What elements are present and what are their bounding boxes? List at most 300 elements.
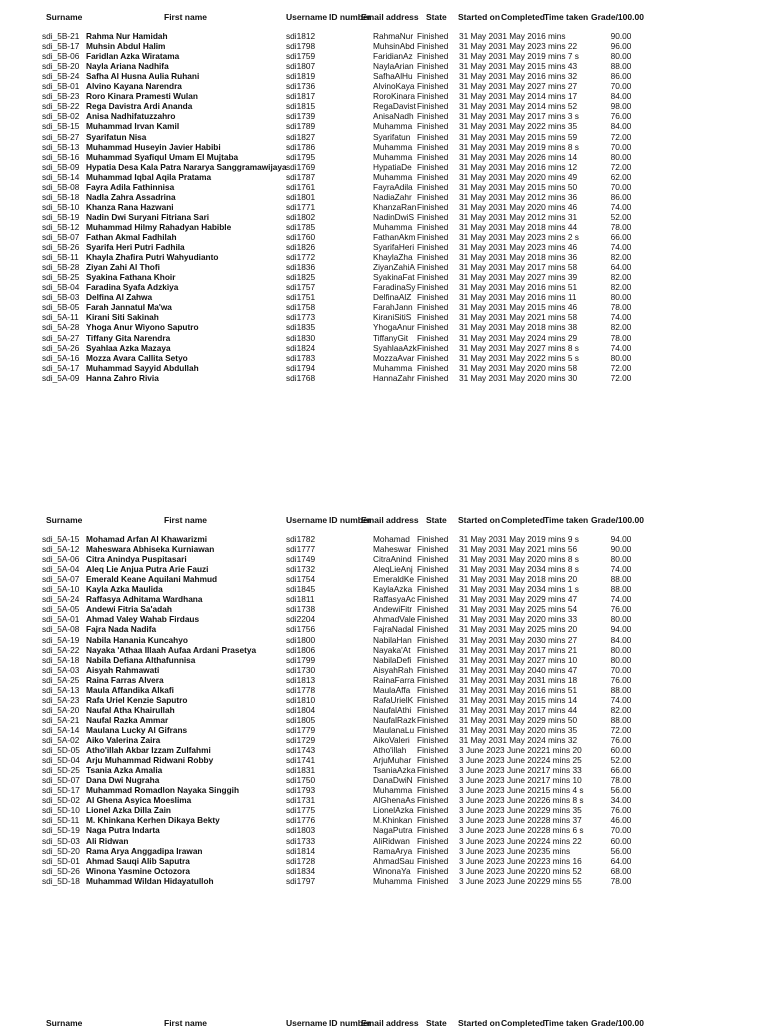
email-cell: SyahlaaAzk — [373, 342, 417, 353]
grade-cell: 70.00 — [610, 825, 632, 836]
state-cell: Finished — [417, 584, 449, 595]
state-cell: Finished — [417, 564, 449, 575]
state-cell: Finished — [417, 342, 449, 353]
grade-cell: 94.00 — [610, 624, 632, 635]
first-name-cell: Emerald Keane Aquilani Mahmud — [86, 574, 218, 585]
surname-cell: sdi_5D-26 — [42, 865, 80, 876]
grade-cell: 84.00 — [610, 121, 632, 132]
surname-cell: sdi_5B-08 — [42, 181, 80, 192]
table-row — [0, 795, 768, 805]
surname-cell: sdi_5A-05 — [42, 604, 80, 615]
header-completed: Completed — [501, 12, 545, 22]
table-row — [0, 121, 768, 131]
email-cell: FaradinaSy — [373, 282, 416, 293]
email-cell: NadiaZahr — [373, 191, 412, 202]
started-on-cell: 31 May 2031 May 2029 mins 47 — [459, 594, 578, 605]
email-cell: RoroKinara — [373, 91, 415, 102]
started-on-cell: 3 June 2023 June 20228 mins 37 — [459, 815, 582, 826]
table-row — [0, 373, 768, 383]
table-row — [0, 31, 768, 41]
grade-cell: 94.00 — [610, 534, 632, 544]
started-on-cell: 31 May 2031 May 2030 mins 27 — [459, 634, 578, 645]
table-row — [0, 152, 768, 162]
started-on-cell: 31 May 2031 May 2021 mins 58 — [459, 312, 578, 323]
table-row — [0, 675, 768, 685]
surname-cell: sdi_5A-28 — [42, 322, 80, 333]
state-cell: Finished — [417, 141, 449, 152]
started-on-cell: 3 June 2023 June 20229 mins 55 — [459, 875, 582, 886]
surname-cell: sdi_5B-12 — [42, 221, 80, 232]
grade-cell: 72.00 — [610, 372, 632, 383]
state-cell: Finished — [417, 765, 449, 776]
started-on-cell: 31 May 2031 May 2024 mins 32 — [459, 735, 578, 745]
started-on-cell: 31 May 2031 May 2019 mins 8 s — [459, 141, 579, 152]
state-cell: Finished — [417, 664, 449, 675]
surname-cell: sdi_5A-03 — [42, 664, 80, 675]
started-on-cell: 31 May 2031 May 2018 mins 20 — [459, 574, 578, 585]
surname-cell: sdi_5B-16 — [42, 151, 80, 162]
email-cell: RahmaNur — [373, 31, 414, 41]
started-on-cell: 31 May 2031 May 2019 mins 7 s — [459, 51, 579, 62]
surname-cell: sdi_5B-22 — [42, 101, 80, 112]
header-username: Username — [286, 1018, 328, 1028]
first-name-cell: Faridlan Azka Wiratama — [86, 51, 180, 62]
grade-cell: 72.00 — [610, 161, 632, 172]
surname-cell: sdi_5D-18 — [42, 875, 80, 886]
surname-cell: sdi_5A-18 — [42, 654, 80, 665]
username-cell: sdi1799 — [286, 654, 316, 665]
username-cell: sdi1794 — [286, 362, 316, 373]
grade-cell: 34.00 — [610, 795, 632, 806]
first-name-cell: Winona Yasmine Octozora — [86, 865, 190, 876]
username-cell: sdi1798 — [286, 41, 316, 52]
table-row — [0, 61, 768, 71]
email-cell: Muhamma — [373, 151, 413, 162]
table-row — [0, 665, 768, 675]
state-cell: Finished — [417, 312, 449, 323]
username-cell: sdi1793 — [286, 785, 316, 796]
first-name-cell: Ahmad Valey Wahab Firdaus — [86, 614, 200, 625]
username-cell: sdi1738 — [286, 604, 316, 615]
surname-cell: sdi_5A-19 — [42, 634, 80, 645]
first-name-cell: Arju Muhammad Ridwani Robby — [86, 755, 214, 766]
username-cell: sdi1789 — [286, 121, 316, 132]
table-row — [0, 272, 768, 282]
surname-cell: sdi_5B-03 — [42, 292, 80, 303]
surname-cell: sdi_5A-24 — [42, 594, 80, 605]
email-cell: NadinDwiS — [373, 211, 415, 222]
email-cell: Muhamma — [373, 221, 413, 232]
email-cell: CitraAnind — [373, 554, 412, 565]
header-first-name: First name — [164, 515, 207, 525]
started-on-cell: 31 May 2031 May 2023 mins 22 — [459, 41, 578, 52]
email-cell: AlGhenaAs — [373, 795, 415, 806]
started-on-cell: 31 May 2031 May 2020 mins 49 — [459, 171, 578, 182]
grade-cell: 76.00 — [610, 604, 632, 615]
username-cell: sdi1804 — [286, 704, 316, 715]
started-on-cell: 31 May 2031 May 2023 mins 46 — [459, 242, 578, 253]
table-row — [0, 353, 768, 363]
username-cell: sdi1769 — [286, 161, 316, 172]
grade-cell: 74.00 — [610, 594, 632, 605]
table-row — [0, 635, 768, 645]
username-cell: sdi1757 — [286, 282, 316, 293]
email-cell: Maheswar — [373, 544, 412, 555]
started-on-cell: 31 May 2031 May 2015 mins 46 — [459, 302, 578, 313]
started-on-cell: 31 May 2031 May 2018 mins 38 — [459, 322, 578, 333]
header-surname: Surname — [46, 1018, 83, 1028]
grade-cell: 78.00 — [610, 302, 632, 313]
first-name-cell: Faradina Syafa Adzkiya — [86, 282, 179, 293]
first-name-cell: Dana Dwi Nugraha — [86, 775, 160, 786]
state-cell: Finished — [417, 825, 449, 836]
state-cell: Finished — [417, 221, 449, 232]
table-header — [0, 12, 768, 26]
username-cell: sdi1797 — [286, 875, 316, 886]
surname-cell: sdi_5A-07 — [42, 574, 80, 585]
surname-cell: sdi_5D-11 — [42, 815, 80, 826]
grade-cell: 88.00 — [610, 714, 632, 725]
email-cell: FathanAkm — [373, 232, 416, 242]
header-state: State — [426, 1018, 447, 1028]
grade-cell: 78.00 — [610, 221, 632, 232]
email-cell: HannaZahr — [373, 372, 415, 383]
started-on-cell: 3 June 2023 June 20223 mins 16 — [459, 855, 582, 866]
surname-cell: sdi_5D-02 — [42, 795, 80, 806]
email-cell: Atho'illah — [373, 745, 407, 756]
username-cell: sdi1787 — [286, 171, 316, 182]
surname-cell: sdi_5A-09 — [42, 372, 80, 383]
grade-cell: 90.00 — [610, 544, 632, 555]
state-cell: Finished — [417, 332, 449, 343]
header-started-on: Started on — [458, 515, 501, 525]
first-name-cell: Mozza Avara Callita Setyo — [86, 352, 188, 363]
email-cell: RainaFarra — [373, 674, 415, 685]
table-row — [0, 695, 768, 705]
grade-cell: 82.00 — [610, 282, 632, 293]
grade-cell: 66.00 — [610, 765, 632, 776]
started-on-cell: 31 May 2031 May 2025 mins 54 — [459, 604, 578, 615]
surname-cell: sdi_5A-04 — [42, 564, 80, 575]
email-cell: AikoValeri — [373, 735, 410, 745]
username-cell: sdi1805 — [286, 714, 316, 725]
state-cell: Finished — [417, 262, 449, 273]
started-on-cell: 3 June 2023 June 20224 mins 25 — [459, 755, 582, 766]
grade-cell: 68.00 — [610, 865, 632, 876]
surname-cell: sdi_5A-17 — [42, 362, 80, 373]
username-cell: sdi1824 — [286, 342, 316, 353]
table-row — [0, 755, 768, 765]
username-cell: sdi1801 — [286, 191, 316, 202]
grade-cell: 88.00 — [610, 574, 632, 585]
grade-cell: 88.00 — [610, 684, 632, 695]
email-cell: RegaDavist — [373, 101, 416, 112]
grade-cell: 80.00 — [610, 614, 632, 625]
header-time-taken: Time taken — [544, 1018, 589, 1028]
email-cell: WinonaYa — [373, 865, 411, 876]
username-cell: sdi1750 — [286, 775, 316, 786]
email-cell: MaulaAffa — [373, 684, 411, 695]
surname-cell: sdi_5B-15 — [42, 121, 80, 132]
username-cell: sdi1807 — [286, 61, 316, 72]
email-cell: KhaylaZha — [373, 252, 413, 263]
started-on-cell: 31 May 2031 May 2020 mins 58 — [459, 362, 578, 373]
email-cell: AndewiFitr — [373, 604, 413, 615]
surname-cell: sdi_5D-03 — [42, 835, 80, 846]
username-cell: sdi1756 — [286, 624, 316, 635]
started-on-cell: 31 May 2031 May 2016 mins 51 — [459, 684, 578, 695]
username-cell: sdi1771 — [286, 201, 316, 212]
email-cell: AhmadSau — [373, 855, 415, 866]
state-cell: Finished — [417, 242, 449, 253]
first-name-cell: Muhammad Syafiqul Umam El Mujtaba — [86, 151, 239, 162]
username-cell: sdi1754 — [286, 574, 316, 585]
first-name-cell: Kirani Siti Sakinah — [86, 312, 159, 323]
started-on-cell: 31 May 2031 May 2022 mins 35 — [459, 121, 578, 132]
first-name-cell: Hypatia Desa Kala Patra Nararya Sanggramawijaya — [86, 161, 287, 172]
email-cell: SafhaAlHu — [373, 71, 413, 82]
state-cell: Finished — [417, 352, 449, 363]
surname-cell: sdi_5A-23 — [42, 694, 80, 705]
grade-cell: 86.00 — [610, 71, 632, 82]
header-id-number: ID number — [329, 515, 372, 525]
surname-cell: sdi_5D-25 — [42, 765, 80, 776]
header-id-number: ID number — [329, 1018, 372, 1028]
header-time-taken: Time taken — [544, 515, 589, 525]
state-cell: Finished — [417, 171, 449, 182]
table-row — [0, 825, 768, 835]
first-name-cell: Syarifatun Nisa — [86, 131, 147, 142]
table-row — [0, 645, 768, 655]
table-row — [0, 363, 768, 373]
table-row — [0, 212, 768, 222]
first-name-cell: Muhammad Huseyin Javier Habibi — [86, 141, 221, 152]
first-name-cell: Nadla Zahra Assadrina — [86, 191, 176, 202]
first-name-cell: Syakina Fathana Khoir — [86, 272, 176, 283]
email-cell: KiraniSitiS — [373, 312, 412, 323]
state-cell: Finished — [417, 745, 449, 756]
username-cell: sdi1817 — [286, 91, 316, 102]
email-cell: Muhamma — [373, 875, 413, 886]
surname-cell: sdi_5B-09 — [42, 161, 80, 172]
first-name-cell: Rafa Uriel Kenzie Saputro — [86, 694, 188, 705]
first-name-cell: Fajra Nada Nadifa — [86, 624, 157, 635]
surname-cell: sdi_5A-08 — [42, 624, 80, 635]
started-on-cell: 31 May 2031 May 2020 mins 8 s — [459, 554, 579, 565]
table-row — [0, 111, 768, 121]
table-row — [0, 91, 768, 101]
started-on-cell: 31 May 2031 May 2017 mins 3 s — [459, 111, 579, 122]
username-cell: sdi1782 — [286, 534, 316, 544]
username-cell: sdi1736 — [286, 81, 316, 92]
grade-cell: 62.00 — [610, 171, 632, 182]
surname-cell: sdi_5B-25 — [42, 272, 80, 283]
table-row — [0, 41, 768, 51]
table-row — [0, 655, 768, 665]
header-surname: Surname — [46, 12, 83, 22]
username-cell: sdi1812 — [286, 31, 316, 41]
started-on-cell: 3 June 2023 June 20215 mins 4 s — [459, 785, 584, 796]
grade-cell: 96.00 — [610, 41, 632, 52]
state-cell: Finished — [417, 735, 449, 745]
table-row — [0, 81, 768, 91]
grade-cell: 76.00 — [610, 735, 632, 745]
email-cell: ArjuMuhar — [373, 755, 412, 766]
username-cell: sdi1728 — [286, 855, 316, 866]
first-name-cell: Muhammad Iqbal Aqila Pratama — [86, 171, 212, 182]
username-cell: sdi1760 — [286, 232, 316, 242]
grade-cell: 76.00 — [610, 805, 632, 816]
started-on-cell: 31 May 2031 May 2015 mins 50 — [459, 181, 578, 192]
started-on-cell: 31 May 2031 May 2017 mins 58 — [459, 262, 578, 273]
username-cell: sdi1810 — [286, 694, 316, 705]
first-name-cell: Yhoga Anur Wiyono Saputro — [86, 322, 199, 333]
started-on-cell: 3 June 2023 June 20217 mins 33 — [459, 765, 582, 776]
first-name-cell: Rahma Nur Hamidah — [86, 31, 168, 41]
state-cell: Finished — [417, 845, 449, 856]
grade-cell: 80.00 — [610, 644, 632, 655]
grade-cell: 80.00 — [610, 51, 632, 62]
grade-cell: 74.00 — [610, 694, 632, 705]
username-cell: sdi1768 — [286, 372, 316, 383]
surname-cell: sdi_5A-16 — [42, 352, 80, 363]
state-cell: Finished — [417, 594, 449, 605]
started-on-cell: 31 May 2031 May 2027 mins 27 — [459, 81, 578, 92]
email-cell: ZiyanZahiA — [373, 262, 415, 273]
state-cell: Finished — [417, 654, 449, 665]
state-cell: Finished — [417, 724, 449, 735]
surname-cell: sdi_5B-21 — [42, 31, 80, 41]
started-on-cell: 31 May 2031 May 2024 mins 29 — [459, 332, 578, 343]
table-row — [0, 192, 768, 202]
surname-cell: sdi_5B-14 — [42, 171, 80, 182]
started-on-cell: 3 June 2023 June 20229 mins 35 — [459, 805, 582, 816]
username-cell: sdi1825 — [286, 272, 316, 283]
state-cell: Finished — [417, 81, 449, 92]
started-on-cell: 3 June 2023 June 20220 mins 52 — [459, 865, 582, 876]
surname-cell: sdi_5D-10 — [42, 805, 80, 816]
email-cell: NabilaHan — [373, 634, 412, 645]
state-cell: Finished — [417, 31, 449, 41]
table-row — [0, 564, 768, 574]
first-name-cell: Farah Jannatul Ma'wa — [86, 302, 172, 313]
grade-cell: 74.00 — [610, 564, 632, 575]
started-on-cell: 31 May 2031 May 2029 mins 50 — [459, 714, 578, 725]
state-cell: Finished — [417, 181, 449, 192]
email-cell: DanaDwiN — [373, 775, 413, 786]
username-cell: sdi1731 — [286, 795, 316, 806]
email-cell: AleqLieAnj — [373, 564, 413, 575]
first-name-cell: Nayaka 'Athaa Illaah Aufaa Ardani Prasetya — [86, 644, 257, 655]
username-cell: sdi1733 — [286, 835, 316, 846]
grade-cell: 70.00 — [610, 664, 632, 675]
first-name-cell: Lionel Azka Dilla Zain — [86, 805, 171, 816]
table-row — [0, 765, 768, 775]
table-row — [0, 846, 768, 856]
header-started-on: Started on — [458, 1018, 501, 1028]
header-started-on: Started on — [458, 12, 501, 22]
email-cell: Muhamma — [373, 362, 413, 373]
table-row — [0, 604, 768, 614]
surname-cell: sdi_5A-10 — [42, 584, 80, 595]
email-cell: AnisaNadh — [373, 111, 414, 122]
table-row — [0, 715, 768, 725]
surname-cell: sdi_5A-20 — [42, 704, 80, 715]
grade-cell: 86.00 — [610, 191, 632, 202]
started-on-cell: 3 June 2023 June 20217 mins 10 — [459, 775, 582, 786]
email-cell: AlvinoKaya — [373, 81, 415, 92]
table-row — [0, 182, 768, 192]
first-name-cell: Tiffany Gita Narendra — [86, 332, 171, 343]
email-cell: NaufalAthi — [373, 704, 412, 715]
grade-cell: 88.00 — [610, 584, 632, 595]
first-name-cell: Aisyah Rahmawati — [86, 664, 160, 675]
email-cell: AisyahRah — [373, 664, 414, 675]
first-name-cell: Maulana Lucky Al Gifrans — [86, 724, 188, 735]
first-name-cell: Nadin Dwi Suryani Fitriana Sari — [86, 211, 210, 222]
header-completed: Completed — [501, 1018, 545, 1028]
grade-cell: 46.00 — [610, 815, 632, 826]
surname-cell: sdi_5B-28 — [42, 262, 80, 273]
table-row — [0, 866, 768, 876]
state-cell: Finished — [417, 534, 449, 544]
state-cell: Finished — [417, 805, 449, 816]
grade-cell: 82.00 — [610, 252, 632, 263]
first-name-cell: Syarifa Heri Putri Fadhila — [86, 242, 185, 253]
grade-cell: 78.00 — [610, 775, 632, 786]
state-cell: Finished — [417, 111, 449, 122]
grade-cell: 80.00 — [610, 292, 632, 303]
header-grade: Grade/100.00 — [591, 1018, 644, 1028]
surname-cell: sdi_5A-11 — [42, 312, 79, 323]
table-row — [0, 584, 768, 594]
grade-cell: 78.00 — [610, 332, 632, 343]
email-cell: MuhsinAbd — [373, 41, 415, 52]
first-name-cell: Alvino Kayana Narendra — [86, 81, 182, 92]
table-row — [0, 594, 768, 604]
table-row — [0, 322, 768, 332]
state-cell: Finished — [417, 272, 449, 283]
username-cell: sdi1783 — [286, 352, 316, 363]
table-row — [0, 302, 768, 312]
email-cell: TiffanyGit — [373, 332, 409, 343]
state-cell: Finished — [417, 71, 449, 82]
first-name-cell: Citra Anindya Puspitasari — [86, 554, 187, 565]
table-row — [0, 292, 768, 302]
email-cell: Muhamma — [373, 171, 413, 182]
header-email: Email address — [361, 1018, 419, 1028]
state-cell: Finished — [417, 151, 449, 162]
username-cell: sdi1831 — [286, 765, 316, 776]
surname-cell: sdi_5B-07 — [42, 232, 80, 242]
started-on-cell: 31 May 2031 May 2016 mins 11 — [459, 292, 577, 303]
username-cell: sdi1741 — [286, 755, 316, 766]
surname-cell: sdi_5B-13 — [42, 141, 80, 152]
started-on-cell: 3 June 2023 June 20221 mins 20 — [459, 745, 582, 756]
grade-cell: 52.00 — [610, 755, 632, 766]
email-cell: AhmadVale — [373, 614, 416, 625]
grade-cell: 72.00 — [610, 131, 632, 142]
email-cell: EmeraldKe — [373, 574, 415, 585]
username-cell: sdi1836 — [286, 262, 316, 273]
state-cell: Finished — [417, 704, 449, 715]
started-on-cell: 31 May 2031 May 2025 mins 20 — [459, 624, 578, 635]
email-cell: Muhamma — [373, 141, 413, 152]
username-cell: sdi1743 — [286, 745, 316, 756]
surname-cell: sdi_5B-18 — [42, 191, 80, 202]
started-on-cell: 31 May 2031 May 2016 mins 51 — [459, 282, 578, 293]
started-on-cell: 31 May 2031 May 2034 mins 1 s — [459, 584, 579, 595]
